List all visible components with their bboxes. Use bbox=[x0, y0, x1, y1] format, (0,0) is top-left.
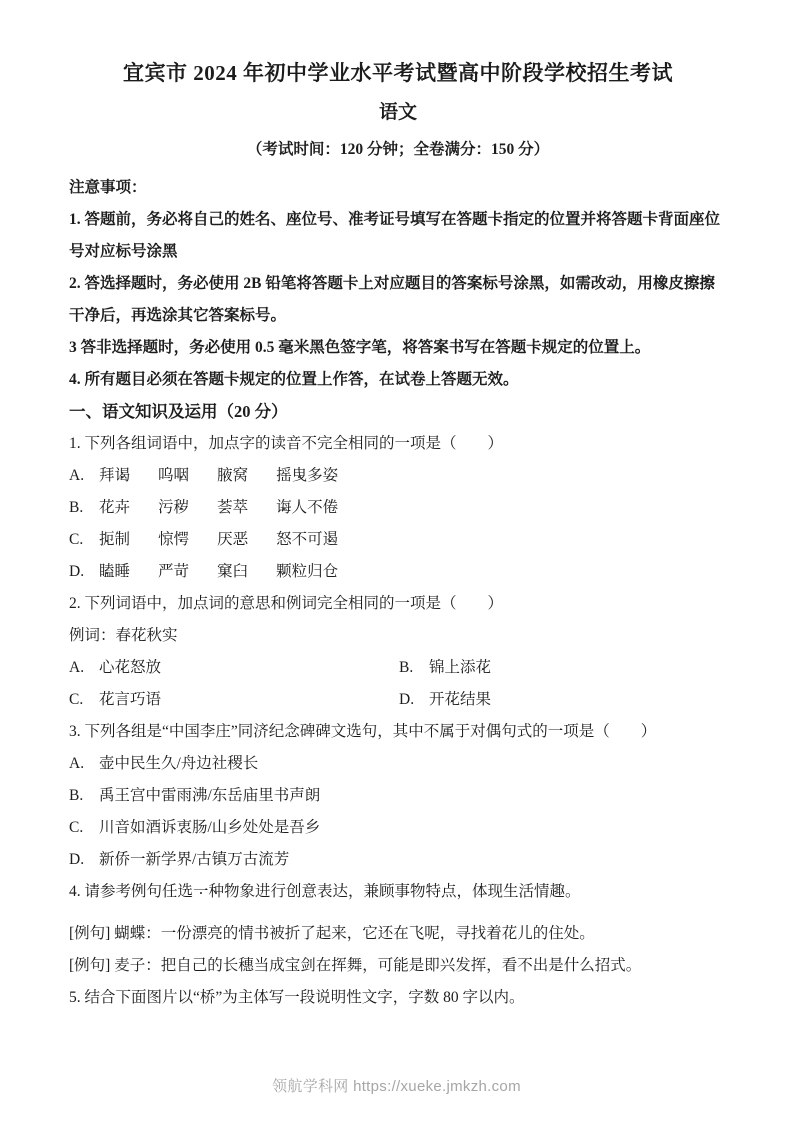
q1-word: 摇曳 •多姿 bbox=[276, 460, 338, 492]
option-label: A. bbox=[69, 659, 85, 676]
q2-option-a bbox=[69, 652, 399, 684]
option-label: D. bbox=[69, 563, 85, 580]
emphasis-dot-char: 诲 • bbox=[276, 499, 292, 516]
emphasis-dot-char: 恶 • bbox=[233, 531, 249, 548]
emphasis-dot-char: 腋 • bbox=[217, 467, 233, 484]
emphasis-dot-char: 扼 • bbox=[99, 531, 115, 548]
exam-body bbox=[69, 172, 727, 1014]
q4-stem: 4. 请参考例句任选一 •种 •物象进行创意表达，兼顾事物特点，体现生活情趣。 bbox=[69, 876, 727, 908]
q2-options-row-2 bbox=[69, 684, 727, 716]
option-label: C. bbox=[69, 691, 84, 708]
emphasis-dot-char: 花 • bbox=[131, 627, 147, 644]
q1-option-a bbox=[69, 460, 727, 492]
emphasis-dot-char: 颗 • bbox=[276, 563, 292, 580]
emphasis-dot-char: 苛 • bbox=[174, 563, 190, 580]
q1-word: 扼 •制 bbox=[99, 524, 130, 556]
option-label: C. bbox=[69, 819, 84, 836]
site-watermark: 领航学科网 https://xueke.jmkzh.com bbox=[272, 1078, 521, 1095]
option-label: A. bbox=[69, 467, 85, 484]
q1-word: 诲 •人不倦 bbox=[276, 492, 338, 524]
q2-stem: 2. 下列词语中，加点词的意思和例词完全相同的一项是（ ） bbox=[69, 595, 504, 612]
emphasis-dot-char: 花 • bbox=[476, 659, 492, 676]
emphasis-dot-char: 曳 • bbox=[292, 467, 308, 484]
emphasis-dot-char: 荟 • bbox=[217, 499, 233, 516]
q1-word: 惊愕 • bbox=[158, 524, 189, 556]
q1-word: 瞌 •睡 bbox=[99, 556, 130, 588]
q2-option-text: 锦上添花 • bbox=[429, 659, 491, 676]
q1-word: 腋 •窝 bbox=[217, 460, 248, 492]
notice-item-1: 1. 答题前，务必将自己的姓名、座位号、准考证号填写在答题卡指定的位置并将答题卡背面座位号对应标号涂黑 bbox=[69, 211, 721, 260]
notice-item-4: 4. 所有题目必须在答题卡规定的位置上作答，在试卷上答题无效。 bbox=[69, 371, 519, 388]
option-label: B. bbox=[69, 499, 84, 516]
section-1-heading: 一、语文知识及运用（20 分） bbox=[69, 402, 288, 421]
option-label: B. bbox=[69, 787, 84, 804]
emphasis-dot-char: 种 • bbox=[209, 883, 225, 900]
emphasis-dot-char: 一 • bbox=[193, 883, 209, 900]
notice-item-3: 3 答非选择题时，务必使用 0.5 毫米黑色签字笔，将答案书写在答题卡规定的位置上。 bbox=[69, 339, 651, 356]
q5-stem: 5. 结合下面图片以“桥”为主体写一段说明性文字，字数 80 字以内。 bbox=[69, 989, 525, 1006]
page-title: 宜宾市 2024 年初中学业水平考试暨高中阶段学校招生考试 bbox=[123, 61, 673, 85]
q2-options-row-1 bbox=[69, 652, 727, 684]
emphasis-dot-char: 花 • bbox=[445, 691, 461, 708]
q2-option-d bbox=[399, 684, 727, 716]
q3-option-text: 禹王宫中雷雨沸/东岳庙里书声朗 bbox=[99, 787, 321, 804]
notice-item-2: 2. 答选择题时，务必使用 2B 铅笔将答题卡上对应题目的答案标号涂黑，如需改动，用橡皮擦擦干净后，再选涂其它答案标号。 bbox=[69, 275, 715, 324]
q1-word: 呜咽 • bbox=[158, 460, 189, 492]
q1-stem: 1. 下列各组词语中，加点字的读音不完全相同的一项是（ ） bbox=[69, 435, 504, 452]
option-label: D. bbox=[399, 691, 415, 708]
q2-option-text: 心花 •怒放 bbox=[99, 659, 161, 676]
q2-option-c bbox=[69, 684, 399, 716]
q1-option-c bbox=[69, 524, 727, 556]
q1-word: 怒不可遏 • bbox=[276, 524, 338, 556]
emphasis-dot-char: 瞌 • bbox=[99, 563, 115, 580]
option-label: C. bbox=[69, 531, 84, 548]
q3-option-b bbox=[69, 780, 727, 812]
exam-info-line: （考试时间：120 分钟；全卷满分：150 分） bbox=[246, 141, 550, 158]
q1-word: 严苛 • bbox=[158, 556, 189, 588]
q4-example-1: [例句] 蝴蝶：一份漂亮的情书被折了起来，它还在飞呢，寻找着花儿的住处。 bbox=[69, 925, 595, 942]
option-label: A. bbox=[69, 755, 85, 772]
q1-word: 窠 •臼 bbox=[217, 556, 248, 588]
q1-word: 花卉 • bbox=[99, 492, 130, 524]
q1-word: 颗 •粒归仓 bbox=[276, 556, 338, 588]
q1-word: 拜谒 • bbox=[99, 460, 130, 492]
emphasis-dot-char: 咽 • bbox=[174, 467, 190, 484]
q1-word: 荟 •萃 bbox=[217, 492, 248, 524]
q2-option-text: 开花 •结果 bbox=[429, 691, 491, 708]
emphasis-dot-char: 花 • bbox=[115, 659, 131, 676]
emphasis-dot-char: 遏 • bbox=[323, 531, 339, 548]
q2-example: 例词：春花 •秋实 bbox=[69, 620, 727, 652]
emphasis-dot-char: 愕 • bbox=[174, 531, 190, 548]
option-label: D. bbox=[69, 851, 85, 868]
emphasis-dot-char: 花 • bbox=[99, 691, 115, 708]
emphasis-dot-char: 卉 • bbox=[115, 499, 131, 516]
q3-option-a bbox=[69, 748, 727, 780]
q2-option-text: 花 •言巧语 bbox=[99, 691, 161, 708]
emphasis-dot-char: 窠 • bbox=[217, 563, 233, 580]
q3-option-c bbox=[69, 812, 727, 844]
emphasis-dot-char: 谒 • bbox=[115, 467, 131, 484]
q4-example-2: [例句] 麦子：把自己的长穗当成宝剑在挥舞，可能是即兴发挥，看不出是什么招式。 bbox=[69, 957, 642, 974]
q2-option-b bbox=[399, 652, 727, 684]
notices-heading: 注意事项： bbox=[69, 179, 147, 196]
q3-option-text: 川音如酒诉衷肠/山乡处处是吾乡 bbox=[99, 819, 321, 836]
emphasis-dot-char: 秽 • bbox=[174, 499, 190, 516]
q3-stem: 3. 下列各组是“中国李庄”同济纪念碑碑文选句，其中不属于对偶句式的一项是（ ） bbox=[69, 723, 657, 740]
q1-option-d bbox=[69, 556, 727, 588]
q3-option-d bbox=[69, 844, 727, 876]
q1-word: 污秽 • bbox=[158, 492, 189, 524]
q1-option-b bbox=[69, 492, 727, 524]
option-label: B. bbox=[399, 659, 414, 676]
exam-subject: 语文 bbox=[378, 102, 417, 123]
q3-option-text: 壶中民生久/舟边社稷长 bbox=[99, 755, 259, 772]
q3-option-text: 新侨一新学界/古镇万古流芳 bbox=[99, 851, 290, 868]
q1-word: 厌恶 • bbox=[217, 524, 248, 556]
